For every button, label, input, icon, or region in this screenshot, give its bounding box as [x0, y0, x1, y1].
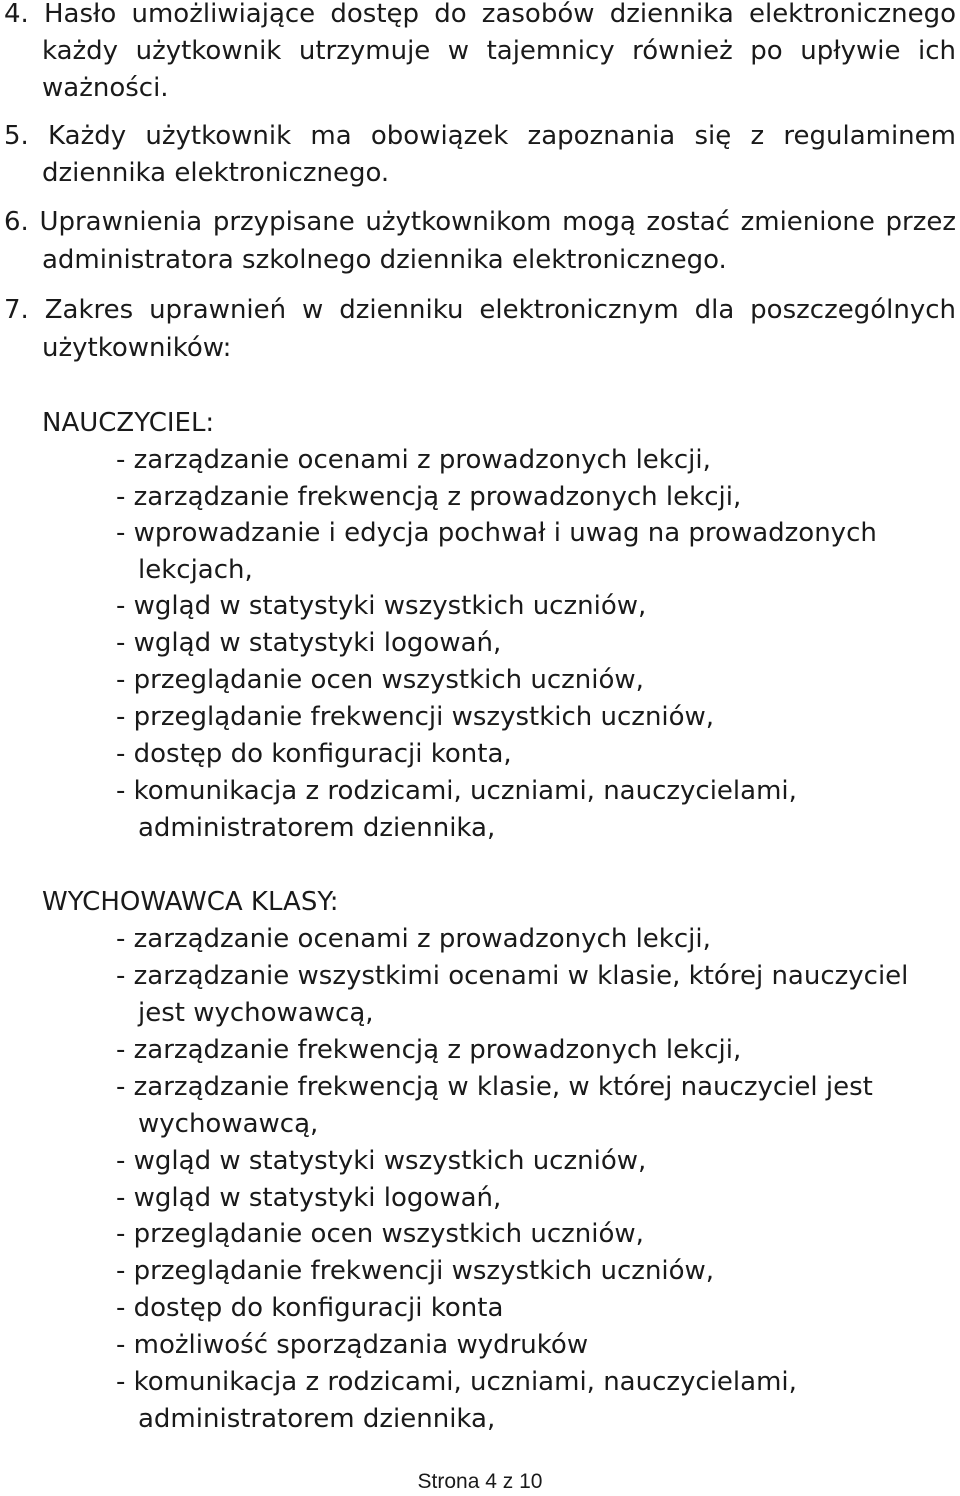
wychowawca-item: - zarządzanie ocenami z prowadzonych lekcji,	[116, 924, 711, 954]
point-5-line-2: dziennika elektronicznego.	[42, 158, 390, 188]
wychowawca-item: - zarządzanie wszystkimi ocenami w klasie, której nauczyciel	[116, 961, 909, 991]
wychowawca-item: - przeglądanie frekwencji wszystkich uczniów,	[116, 1256, 715, 1286]
nauczyciel-item: - przeglądanie frekwencji wszystkich uczniów,	[116, 702, 715, 732]
point-4-line-2: każdy użytkownik utrzymuje w tajemnicy również po upływie ich	[42, 36, 956, 66]
point-7-line-2: użytkowników:	[42, 333, 232, 363]
nauczyciel-item: - zarządzanie ocenami z prowadzonych lekcji,	[116, 445, 711, 475]
point-7-line-1: 7. Zakres uprawnień w dzienniku elektronicznym dla poszczególnych	[4, 295, 956, 325]
wychowawca-item: - komunikacja z rodzicami, uczniami, nauczycielami,	[116, 1367, 797, 1397]
nauczyciel-item: - wprowadzanie i edycja pochwał i uwag na prowadzonych	[116, 518, 877, 548]
wychowawca-item: - zarządzanie frekwencją z prowadzonych lekcji,	[116, 1035, 742, 1065]
wychowawca-item: - wgląd w statystyki wszystkich uczniów,	[116, 1146, 647, 1176]
nauczyciel-item-continuation: administratorem dziennika,	[138, 813, 496, 843]
wychowawca-heading: WYCHOWAWCA KLASY:	[42, 887, 339, 917]
page-number: Strona 4 z 10	[417, 1470, 543, 1493]
point-4-line-3: ważności.	[42, 73, 169, 103]
point-4-line-1: 4. Hasło umożliwiające dostęp do zasobów dziennika elektronicznego	[4, 0, 956, 29]
nauczyciel-item: - przeglądanie ocen wszystkich uczniów,	[116, 665, 644, 695]
wychowawca-item: - przeglądanie ocen wszystkich uczniów,	[116, 1219, 644, 1249]
wychowawca-item: - dostęp do konfiguracji konta	[116, 1293, 504, 1323]
nauczyciel-item-continuation: lekcjach,	[138, 555, 253, 585]
wychowawca-item: - wgląd w statystyki logowań,	[116, 1183, 502, 1213]
wychowawca-item: - możliwość sporządzania wydruków	[116, 1330, 589, 1360]
wychowawca-item-continuation: administratorem dziennika,	[138, 1404, 496, 1434]
wychowawca-item: - zarządzanie frekwencją w klasie, w której nauczyciel jest	[116, 1072, 873, 1102]
point-6-line-1: 6. Uprawnienia przypisane użytkownikom mogą zostać zmienione przez	[4, 207, 956, 237]
nauczyciel-item: - zarządzanie frekwencją z prowadzonych lekcji,	[116, 482, 742, 512]
nauczyciel-item: - komunikacja z rodzicami, uczniami, nauczycielami,	[116, 776, 797, 806]
nauczyciel-heading: NAUCZYCIEL:	[42, 408, 215, 438]
nauczyciel-item: - wgląd w statystyki logowań,	[116, 628, 502, 658]
nauczyciel-item: - dostęp do konfiguracji konta,	[116, 739, 512, 769]
wychowawca-item-continuation: jest wychowawcą,	[138, 998, 374, 1028]
nauczyciel-item: - wgląd w statystyki wszystkich uczniów,	[116, 591, 647, 621]
wychowawca-item-continuation: wychowawcą,	[138, 1109, 319, 1139]
point-6-line-2: administratora szkolnego dziennika elektronicznego.	[42, 245, 727, 275]
point-5-line-1: 5. Każdy użytkownik ma obowiązek zapoznania się z regulaminem	[4, 121, 956, 151]
